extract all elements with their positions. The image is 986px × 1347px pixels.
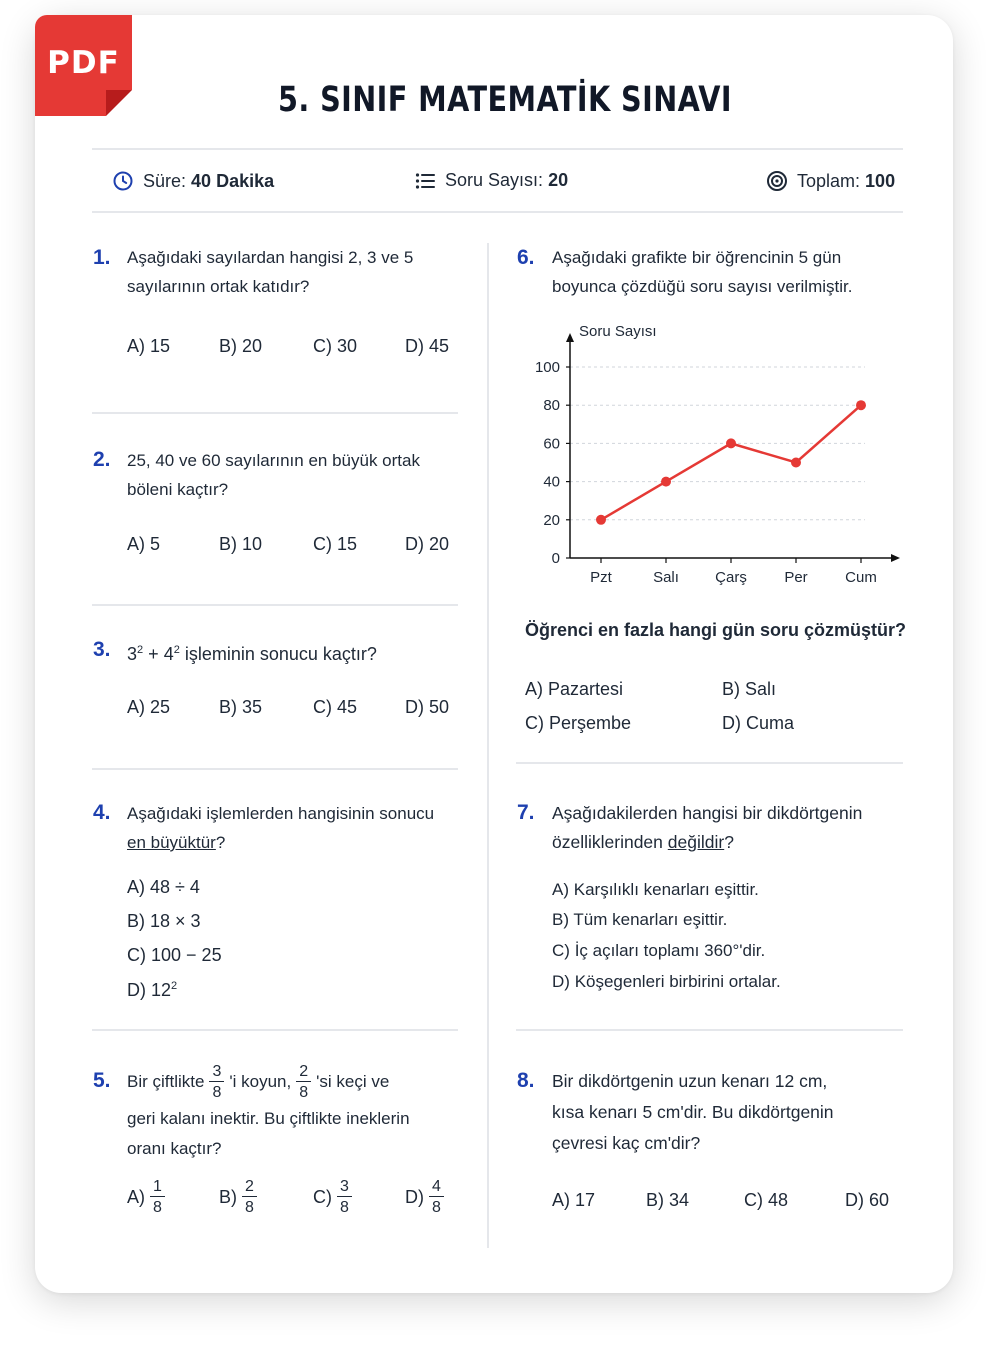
fraction: $\frac{3}{8}$	[209, 1063, 224, 1101]
x-tick-label: Çarş	[715, 569, 747, 586]
answer-option-b[interactable]: B) 34	[646, 1190, 690, 1210]
answer-option-b[interactable]: B) Tüm kenarları eşittir.	[552, 910, 728, 929]
series-line	[601, 405, 861, 520]
answer-option-c[interactable]: C) $\frac{3}{8}$	[313, 1178, 357, 1216]
question-count-info	[415, 170, 568, 191]
x-tick-label: Per	[784, 569, 808, 586]
question-6-text	[552, 243, 852, 301]
y-axis-arrow	[566, 333, 574, 342]
answer-option-d[interactable]: D) 50	[405, 697, 450, 717]
question-number: 8.	[517, 1069, 535, 1092]
answer-option-b[interactable]: B) 18 × 3	[127, 911, 201, 931]
question-text-line: Aşağıdaki işlemlerden hangisinin sonucu	[127, 804, 435, 823]
duration-value: 40 Dakika	[191, 170, 275, 191]
fraction: $\frac{2}{8}$	[296, 1063, 311, 1101]
question-text-line: kısa kenarı 5 cm'dir. Bu dikdörtgenin	[552, 1102, 834, 1122]
y-tick-label: 0	[551, 550, 560, 567]
question-number: 1.	[93, 246, 111, 269]
question-text-line: böleni kaçtır?	[127, 480, 229, 499]
question-divider	[516, 1029, 903, 1031]
data-point	[791, 458, 801, 468]
data-point	[596, 515, 606, 525]
answer-option-a[interactable]: A) Karşılıklı kenarları eşittir.	[552, 880, 759, 899]
question-text-line: geri kalanı inektir. Bu çiftlikte ineklerin	[127, 1109, 410, 1128]
question-text-line: Aşağıdaki grafikte bir öğrencinin 5 gün	[552, 248, 842, 267]
y-tick-label: 40	[543, 473, 560, 491]
answer-option-a[interactable]: A) $\frac{1}{8}$	[127, 1178, 170, 1216]
list-icon	[415, 171, 436, 191]
question-1-text	[127, 243, 413, 301]
question-count-label: Soru Sayısı:	[445, 170, 544, 190]
y-tick-label: 20	[543, 511, 560, 529]
answer-option-a[interactable]: A) 25	[127, 697, 171, 717]
question-text-line: Aşağıdaki sayılardan hangisi 2, 3 ve 5	[127, 248, 414, 267]
answer-option-c[interactable]: C) 45	[313, 697, 358, 717]
question-4-text: Aşağıdaki işlemlerden hangisinin sonucu en büyüktür?	[127, 799, 434, 857]
target-icon	[766, 170, 788, 192]
question-number: 2.	[93, 448, 111, 471]
question-divider	[516, 762, 903, 764]
answer-option-a[interactable]: A) 48 ÷ 4	[127, 877, 200, 897]
question-text-line: boyunca çözdüğü soru sayısı verilmiştir.	[552, 277, 853, 296]
x-tick-label: Salı	[653, 569, 679, 586]
answer-option-a[interactable]: A) 17	[552, 1190, 596, 1210]
question-3-text: $3^2 + 4^2$ işleminin sonucu kaçtır?	[127, 644, 377, 664]
question-number: 4.	[93, 801, 111, 824]
question-8-text	[552, 1066, 834, 1159]
answer-option-c[interactable]: C) 15	[313, 534, 358, 554]
answer-option-d[interactable]: D) Cuma	[722, 713, 795, 733]
question-text-line: Aşağıdakilerden hangisi bir dikdörtgenin	[552, 803, 863, 823]
question-text-line: 25, 40 ve 60 sayılarının en büyük ortak	[127, 451, 420, 470]
question-divider	[92, 604, 458, 606]
question-divider	[92, 1029, 458, 1031]
duration-label: Süre:	[143, 170, 187, 191]
header-top-divider	[92, 148, 903, 150]
column-divider	[487, 243, 489, 1248]
question-number: 3.	[93, 638, 111, 661]
answer-option-c[interactable]: C) 100 − 25	[127, 945, 222, 965]
line-chart	[520, 318, 905, 593]
x-axis-arrow	[891, 554, 900, 562]
page-fold-icon	[106, 90, 132, 116]
question-number: 6.	[517, 246, 535, 269]
answer-option-d[interactable]: D) 45	[405, 336, 450, 356]
page-title: 5. SINIF MATEMATİK SINAVI	[277, 80, 733, 120]
total-points-label: Toplam:	[797, 170, 861, 191]
question-number: 7.	[517, 801, 535, 824]
data-point	[661, 477, 671, 487]
answer-option-b[interactable]: B) 10	[219, 534, 263, 554]
pdf-badge-label: PDF	[47, 45, 120, 81]
question-divider	[92, 768, 458, 770]
answer-option-c[interactable]: C) İç açıları toplamı 360°'dir.	[552, 941, 766, 960]
data-point	[856, 400, 866, 410]
clock-icon	[112, 170, 134, 192]
question-text-line: Bir dikdörtgenin uzun kenarı 12 cm,	[552, 1071, 828, 1091]
question-5-text: Bir çiftlikte $\frac{3}{8}$ 'i koyun, $\frac{2}{8}$ 'si keçi ve geri kalanı inektir. Bu çiftlikte ineklerin oranı kaçtır?	[127, 1060, 410, 1164]
answer-option-b[interactable]: B) $\frac{2}{8}$	[219, 1178, 262, 1216]
answer-option-a[interactable]: A) 15	[127, 336, 171, 356]
answer-option-d[interactable]: D) $\frac{4}{8}$	[405, 1178, 449, 1216]
data-point	[726, 438, 736, 448]
answer-option-a[interactable]: A) Pazartesi	[525, 679, 624, 699]
duration-info	[112, 170, 274, 192]
answer-option-d[interactable]: D) $12^2$	[127, 980, 178, 1000]
y-tick-label: 80	[543, 397, 560, 415]
answer-option-c[interactable]: C) 48	[744, 1190, 789, 1210]
y-tick-label: 100	[534, 359, 560, 376]
answer-option-c[interactable]: C) Perşembe	[525, 713, 632, 733]
question-text-line: çevresi kaç cm'dir?	[552, 1133, 701, 1153]
answer-option-b[interactable]: B) 20	[219, 336, 263, 356]
answer-option-d[interactable]: D) 20	[405, 534, 450, 554]
question-text-line: sayılarının ortak katıdır?	[127, 277, 310, 296]
total-points-info	[766, 170, 895, 192]
x-tick-label: Cum	[845, 569, 877, 586]
y-tick-label: 60	[543, 435, 560, 453]
question-7-text: Aşağıdakilerden hangisi bir dikdörtgenin özelliklerinden değildir?	[552, 799, 862, 857]
chart-question: Öğrenci en fazla hangi gün soru çözmüştür?	[525, 620, 907, 640]
answer-option-a[interactable]: A) 5	[127, 534, 161, 554]
question-count-value: 20	[548, 170, 569, 190]
x-tick-label: Pzt	[590, 569, 612, 586]
question-text-line: oranı kaçtır?	[127, 1139, 222, 1158]
total-points-value: 100	[865, 170, 896, 191]
answer-option-c[interactable]: C) 30	[313, 336, 358, 356]
pdf-badge	[35, 15, 132, 116]
answer-option-d[interactable]: D) 60	[845, 1190, 890, 1210]
y-axis-label: Soru Sayısı	[579, 323, 657, 340]
answer-option-d[interactable]: D) Köşegenleri birbirini ortalar.	[552, 972, 781, 991]
answer-option-b[interactable]: B) 35	[219, 697, 263, 717]
question-2-text	[127, 446, 420, 504]
answer-option-b[interactable]: B) Salı	[722, 679, 777, 699]
question-number: 5.	[93, 1069, 111, 1092]
header-bottom-divider	[92, 211, 903, 213]
question-divider	[92, 412, 458, 414]
